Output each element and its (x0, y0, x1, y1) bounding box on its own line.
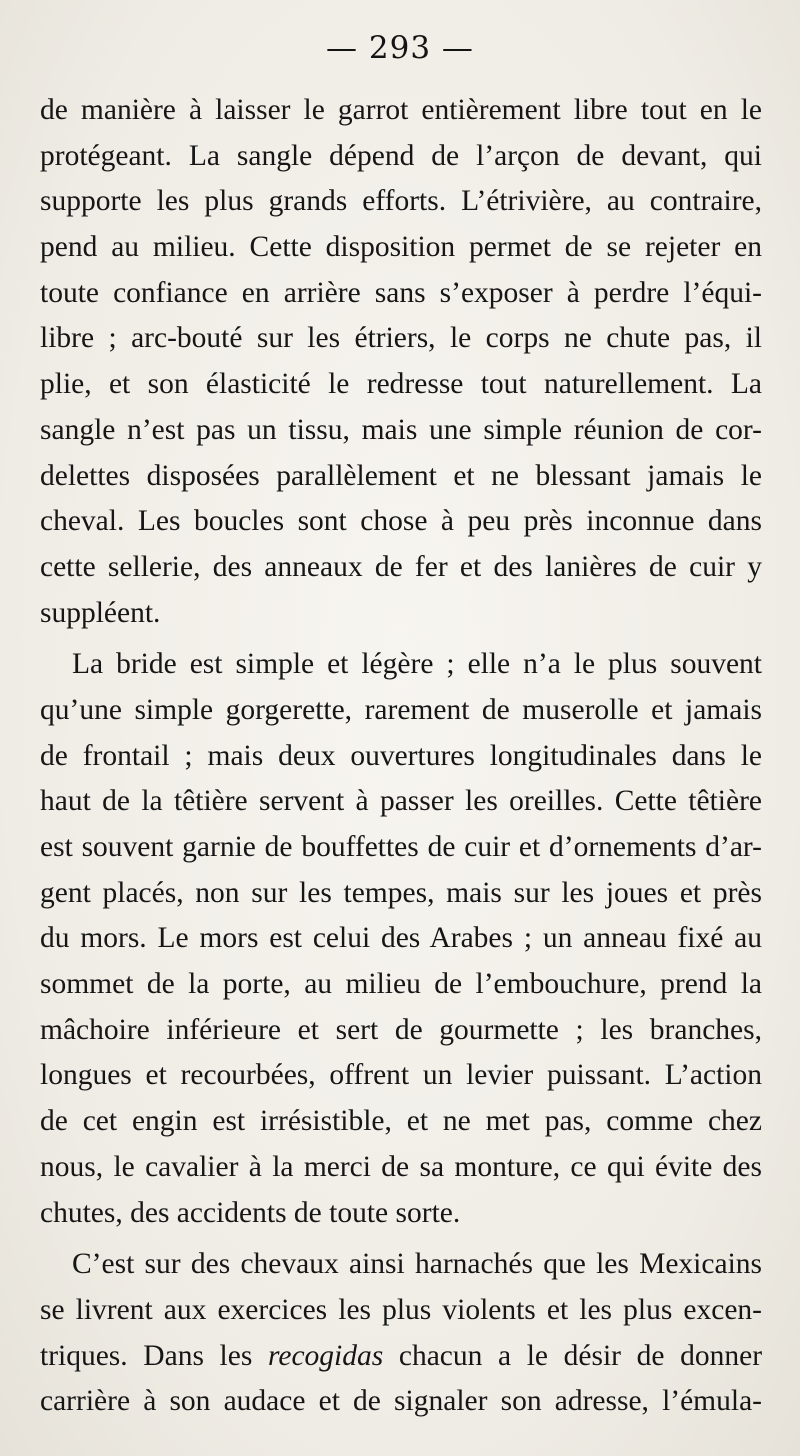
text-line: supporte les plus grands efforts. L’étrivière, au contraire, (40, 185, 762, 218)
text-line: gent placés, non sur les tempes, mais sur les joues et près (40, 876, 762, 909)
text-line: protégeant. La sangle dépend de l’arçon de devant, qui (40, 139, 762, 172)
paragraph-3 (40, 1242, 762, 1425)
page-number-header: — 293 — (326, 30, 474, 66)
text-line: du mors. Le mors est celui des Arabes ; un anneau fixé au (40, 922, 762, 955)
text-line: toute confiance en arrière sans s’exposer à perdre l’équi- (40, 276, 762, 309)
italic-term: recogidas (267, 1339, 384, 1372)
paragraph-2 (40, 642, 762, 1236)
paragraph-1 (40, 88, 762, 636)
text-line: suppléent. (40, 596, 161, 629)
text-line: qu’une simple gorgerette, rarement de muserolle et jamais (40, 693, 762, 726)
text-line: libre ; arc-bouté sur les étriers, le corps ne chute pas, il (40, 322, 762, 355)
text-line: chutes, des accidents de toute sorte. (40, 1196, 461, 1229)
text-line: haut de la têtière servent à passer les oreilles. Cette têtière (40, 785, 762, 818)
text-line: cheval. Les boucles sont chose à peu près inconnue dans (40, 505, 762, 538)
text-line: de frontail ; mais deux ouvertures longitudinales dans le (40, 739, 762, 772)
body-text (40, 88, 762, 1425)
text-line: pend au milieu. Cette disposition permet de se rejeter en (40, 231, 762, 264)
text-line: cette sellerie, des anneaux de fer et des lanières de cuir y (40, 550, 762, 583)
text-line: est souvent garnie de bouffettes de cuir et d’ornements d’ar- (40, 831, 762, 863)
text-segment: triques. Dans les (40, 1339, 253, 1372)
text-line: plie, et son élasticité le redresse tout naturellement. La (40, 368, 762, 401)
text-line: de cet engin est irrésistible, et ne met pas, comme chez (40, 1105, 762, 1138)
text-line: La bride est simple et légère ; elle n’a le plus souvent (72, 648, 762, 681)
text-line: sommet de la porte, au milieu de l’embouchure, prend la (40, 968, 762, 1001)
text-line: delettes disposées parallèlement et ne blessant jamais le (40, 459, 762, 492)
text-line: carrière à son audace et de signaler son adresse, l’émula- (40, 1385, 762, 1418)
text-line: C’est sur des chevaux ainsi harnachés que les Mexicains (72, 1248, 762, 1281)
text-line: sangle n’est pas un tissu, mais une simple réunion de cor- (40, 413, 762, 446)
text-line-mixed (40, 1334, 762, 1380)
text-line: nous, le cavalier à la merci de sa monture, ce qui évite des (40, 1150, 762, 1183)
text-line: mâchoire inférieure et sert de gourmette ; les branches, (40, 1013, 762, 1046)
text-line: de manière à laisser le garrot entièrement libre tout en le (40, 94, 762, 126)
text-line: se livrent aux exercices les plus violents et les plus excen- (40, 1293, 762, 1326)
text-line: longues et recourbées, offrent un levier puissant. L’action (40, 1059, 762, 1092)
text-segment: chacun a le désir de donner (398, 1339, 763, 1372)
